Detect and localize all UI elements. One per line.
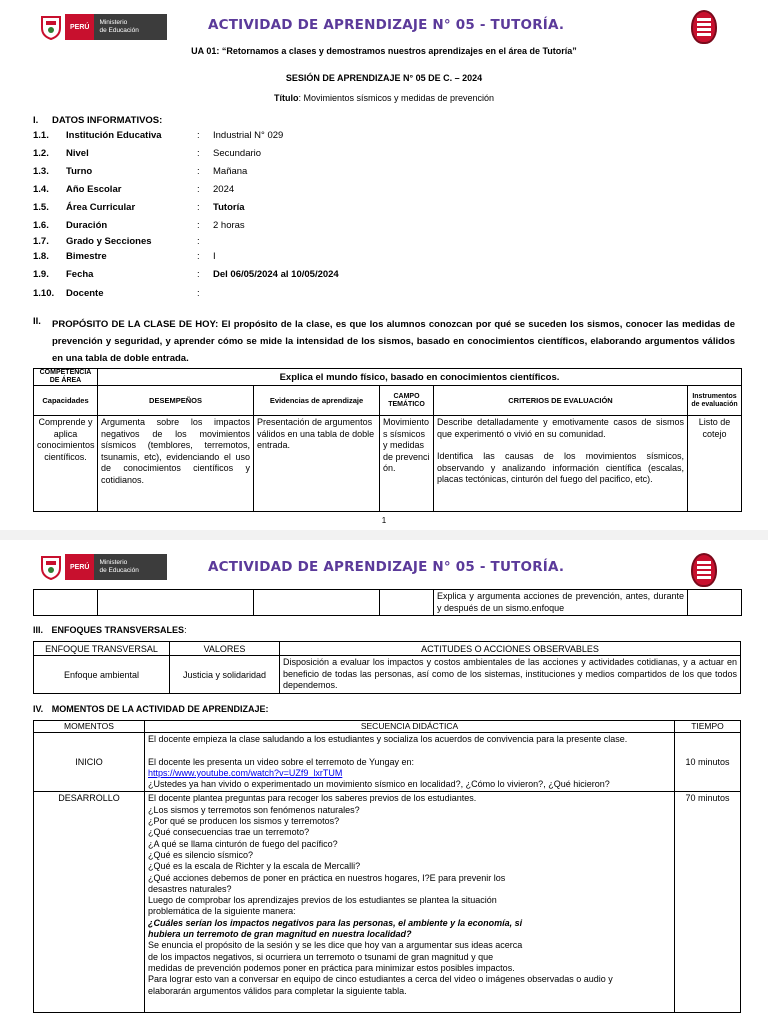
development-time: 70 minutos [675, 792, 741, 1012]
info-label: Grado y Secciones [66, 236, 152, 247]
section-4-heading [33, 704, 269, 714]
development-line: ¿Qué es la escala de Richter y la escala de Mercalli? [148, 861, 361, 872]
criteria-cell [434, 416, 688, 512]
development-line: ¿Qué consecuencias trae un terremoto? [148, 827, 310, 838]
section-1-heading [33, 115, 163, 126]
development-sequence-cell [145, 792, 675, 1012]
info-num: 1.10. [33, 288, 55, 299]
info-num: 1.4. [33, 184, 49, 195]
info-label: Duración [66, 220, 108, 231]
column-header: CRITERIOS DE EVALUACIÓN [434, 386, 688, 416]
start-sequence-cell [145, 733, 675, 792]
info-colon: : [197, 166, 200, 177]
info-colon: : [197, 148, 200, 159]
development-line: Luego de comprobar los aprendizajes previos de los estudiantes se plantea la situación [148, 895, 497, 906]
info-colon: : [197, 251, 200, 262]
development-line: ¿Por qué se producen los sismos y terremotos? [148, 816, 340, 827]
school-crest-icon [691, 553, 717, 587]
info-num: 1.6. [33, 220, 49, 231]
performance-cell: Argumenta sobre los impactos negativos de los movimientos sísmicos (temblores, terremotos, tsunamis, etc), evidenciando el uso de conocimientos científicos y cotidianos. [98, 416, 254, 512]
section-1-label: DATOS INFORMATIVOS: [52, 115, 163, 126]
section-4-number: IV. [33, 704, 44, 714]
info-value: Industrial N° 029 [213, 130, 284, 141]
ministry-logo [40, 12, 167, 42]
info-value: I [213, 251, 216, 262]
info-label: Año Escolar [66, 184, 122, 195]
ministry-name [94, 554, 167, 580]
info-colon: : [197, 202, 200, 213]
development-line: elaborarán argumentos válidos para completar la siguiente tabla. [148, 985, 407, 996]
info-label: Nivel [66, 148, 89, 159]
approach-cell: Enfoque ambiental [34, 656, 170, 694]
ministry-line-1: Ministerio [99, 19, 128, 26]
competency-header: COMPETENCIA DE ÁREA [34, 369, 98, 386]
session-topic [0, 93, 768, 103]
info-value: Secundario [213, 148, 262, 159]
table-header-row [34, 642, 741, 656]
info-num: 1.9. [33, 269, 49, 280]
topic-label: Título [273, 93, 299, 103]
peru-tag: PERÚ [65, 554, 94, 580]
empty-cell [34, 590, 98, 616]
section-3-number: III. [33, 625, 44, 635]
table-row [34, 733, 741, 792]
peru-shield-icon [40, 14, 62, 40]
competency-table-continued [33, 589, 742, 616]
peru-tag: PERÚ [65, 14, 94, 40]
empty-cell [98, 590, 254, 616]
info-value: 2024 [213, 184, 235, 195]
info-colon: : [197, 269, 200, 280]
unit-title: UA 01: “Retornamos a clases y demostramos nuestros aprendizajes en el área de Tutoría” [191, 46, 577, 56]
ministry-line-1: Ministerio [99, 559, 128, 566]
column-header: DESEMPEÑOS [98, 386, 254, 416]
purpose-text: PROPÓSITO DE LA CLASE DE HOY: El propósito de la clase, es que los alumnos conozcan por qué se suceden los sismos, conocer las medidas de prevención y seguridad, y aprender cómo se mide la intensidad de los sismos, basado en conocimientos científicos, elaborando argumentos válidos en una tabla de doble entrada. [52, 319, 735, 364]
development-line: desastres naturales? [148, 883, 232, 894]
peru-shield-icon [40, 554, 62, 580]
column-header: ACTITUDES O ACCIONES OBSERVABLES [280, 642, 741, 656]
start-time: 10 minutos [675, 733, 741, 792]
development-line: medidas de prevención podemos poner en práctica para minimizar estos posibles impactos. [148, 962, 515, 973]
table-header-row [34, 386, 742, 416]
attitudes-cell: Disposición a evaluar los impactos y costos ambientales de las acciones y actividades cotidianas, y a actuar en beneficio de todas las personas, así como de los sistemas, instituciones y medios compartidos de los que todos dependemos. [280, 656, 741, 694]
moment-development-label: DESARROLLO [34, 792, 145, 1012]
ministry-line-2: de Educación [99, 27, 139, 34]
info-value: Del 06/05/2024 al 10/05/2024 [213, 269, 339, 280]
section-3-colon: : [184, 625, 187, 635]
section-2-number: II. [33, 316, 41, 327]
column-header: Capacidades [34, 386, 98, 416]
table-row [34, 792, 741, 1012]
problem-question-line-1: ¿Cuáles serían los impactos negativos para las personas, el ambiente y la economía, si [148, 917, 523, 928]
info-num: 1.5. [33, 202, 49, 213]
problem-question-line-2: hubiera un terremoto de gran magnitud en nuestra localidad? [148, 929, 412, 940]
start-paragraph-3: ¿Ustedes ya han vivido o experimentado un movimiento sísmico en localidad?, ¿Cómo lo vivieron?, ¿Qué hicieron? [148, 779, 610, 790]
table-row [34, 416, 742, 512]
column-header: CAMPO TEMÁTICO [380, 386, 434, 416]
development-line: ¿Qué es silencio sísmico? [148, 849, 254, 860]
empty-cell [380, 590, 434, 616]
info-label: Bimestre [66, 251, 107, 262]
column-header: Evidencias de aprendizaje [254, 386, 380, 416]
info-value: Mañana [213, 166, 248, 177]
activity-title: ACTIVIDAD DE APRENDIZAJE N° 05 - TUTORÍA. [208, 17, 565, 33]
instrument-cell: Listo de cotejo [688, 416, 742, 512]
column-header: MOMENTOS [34, 721, 145, 733]
section-3-label: ENFOQUES TRANSVERSALES [51, 625, 185, 635]
development-line: problemática de la siguiente manera: [148, 906, 296, 917]
column-header: TIEMPO [675, 721, 741, 733]
info-colon: : [197, 288, 200, 299]
development-line: ¿Los sismos y terremotos son fenómenos naturales? [148, 804, 360, 815]
competency-value: Explica el mundo físico, basado en conocimientos científicos. [98, 369, 742, 386]
activity-moments-table [33, 720, 741, 1013]
session-title: SESIÓN DE APRENDIZAJE N° 05 DE C. – 2024 [285, 73, 483, 83]
development-line: Se enuncia el propósito de la sesión y se les dice que hoy van a argumentar sus ideas acerca [148, 940, 523, 951]
criterion-3: Explica y argumenta acciones de prevención, antes, durante y después de un sismo.enfoque [434, 590, 688, 616]
info-colon: : [197, 236, 200, 247]
ministry-logo [40, 552, 167, 582]
info-value: Tutoría [213, 202, 245, 213]
evidence-cell: Presentación de argumentos válidos en una tabla de doble entrada. [254, 416, 380, 512]
transversal-approach-table [33, 641, 741, 694]
table-row [34, 656, 741, 694]
start-paragraph-1: El docente empieza la clase saludando a los estudiantes y socializa los acuerdos de convivencia para la presente clase. [148, 734, 628, 745]
table-row [34, 369, 742, 386]
page-number: 1 [381, 516, 387, 525]
topic-cell: Movimientos sísmicos y medidas de prevención. [380, 416, 434, 512]
activity-title: ACTIVIDAD DE APRENDIZAJE N° 05 - TUTORÍA. [208, 559, 565, 575]
info-num: 1.1. [33, 130, 49, 141]
development-line: ¿A qué se llama cinturón de fuego del pacífico? [148, 838, 338, 849]
info-label: Docente [66, 288, 104, 299]
table-header-row [34, 721, 741, 733]
page-gap [0, 530, 768, 540]
empty-cell [688, 590, 742, 616]
start-paragraph-2: El docente les presenta un video sobre el terremoto de Yungay en: [148, 756, 415, 767]
capacity-cell: Comprende y aplica conocimientos científicos. [34, 416, 98, 512]
school-crest-icon [691, 10, 717, 44]
info-colon: : [197, 130, 200, 141]
info-colon: : [197, 220, 200, 231]
development-line: de los impactos negativos, si ocurriera un terremoto o tsunami de gran magnitud y que [148, 951, 494, 962]
info-colon: : [197, 184, 200, 195]
section-3-heading [33, 625, 187, 635]
info-num: 1.2. [33, 148, 49, 159]
empty-cell [254, 590, 380, 616]
info-num: 1.8. [33, 251, 49, 262]
info-label: Institución Educativa [66, 130, 162, 141]
info-label: Área Curricular [66, 202, 136, 213]
column-header: Instrumentos de evaluación [688, 386, 742, 416]
values-cell: Justicia y solidaridad [170, 656, 280, 694]
info-label: Fecha [66, 269, 94, 280]
info-num: 1.7. [33, 236, 49, 247]
document-page-2 [0, 540, 768, 1024]
criterion-2: Identifica las causas de los movimientos sísmicos, observando y analizando información científica (escalas, placas tectónicas, cinturón del fuego del pacifico, etc). [437, 451, 684, 484]
ministry-line-2: de Educación [99, 567, 139, 574]
section-4-label: MOMENTOS DE LA ACTIVIDAD DE APRENDIZAJE: [51, 704, 269, 714]
column-header: VALORES [170, 642, 280, 656]
ministry-name [94, 14, 167, 40]
competency-table [33, 368, 742, 512]
info-num: 1.3. [33, 166, 49, 177]
development-line: El docente plantea preguntas para recoger los saberes previos de los estudiantes. [148, 793, 477, 804]
video-link[interactable]: https://www.youtube.com/watch?v=UZf9_lxrTUM [148, 767, 343, 778]
column-header: ENFOQUE TRANSVERSAL [34, 642, 170, 656]
development-line: ¿Qué acciones debemos de poner en práctica en nuestros hogares, I?E para prevenir los [148, 872, 506, 883]
topic-value: : Movimientos sísmicos y medidas de prevención [298, 93, 495, 103]
section-1-number: I. [33, 115, 39, 126]
info-value: 2 horas [213, 220, 245, 231]
criterion-1: Describe detalladamente y emotivamente casos de sismos que experimentó o vivió en su comunidad. [437, 417, 684, 439]
development-line: Para lograr esto van a conversar en equipo de cinco estudiantes a cerca del video o imágenes observadas o audio y [148, 974, 613, 985]
column-header: SECUENCIA DIDÁCTICA [145, 721, 675, 733]
table-row [34, 590, 742, 616]
info-label: Turno [66, 166, 93, 177]
moment-start-label: INICIO [34, 733, 145, 792]
